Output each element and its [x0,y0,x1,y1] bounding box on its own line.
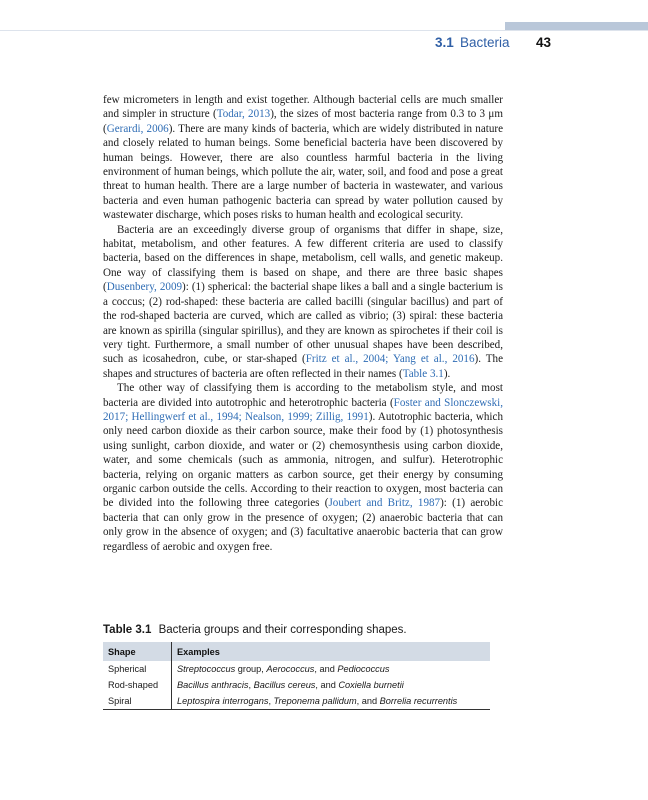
citation-link[interactable]: Fritz et al., 2004; Yang et al., 2016 [305,353,475,366]
section-title: Bacteria [460,35,510,50]
text-run: ): (1) spherical: the bacterial shape likes a ball and a single bacterium is a coccus; (2) rod-shaped: these bacteria are called bacilli (singular bacillus) and part of the rod-shaped bacteria are curved, which are called as vibrio; (3) spiral: these bacteria are known as spirilla (singular spirillus), and they are known as spirochetes if their coil is very tight. Furthermore, a small number of other unusual shapes have been described, such as icosahedron, cube, or star-shaped ( [103,281,504,366]
examples-cell [172,693,491,710]
paragraph-1 [103,93,503,223]
paragraph-2 [103,223,503,381]
text-run: , and [315,680,339,690]
citation-link[interactable]: Foster and Slonczewski, 2017; Hellingwerf et al., 1994; Nealson, 1999; Zillig, 1991 [103,396,504,423]
shape-cell: Spiral [103,693,172,710]
shape-cell: Rod-shaped [103,677,172,693]
text-run: ), the sizes of most bacteria range from 0.3 to 3 μm ( [103,108,503,135]
body-text [103,93,503,554]
table-row [103,693,490,710]
table-row [103,677,490,693]
text-run: , and [356,696,380,706]
table-row [103,661,490,677]
bacteria-shapes-table [103,642,490,710]
species-name: Streptococcus [177,664,236,674]
page-number: 43 [536,35,552,50]
citation-link[interactable]: Todar, 2013 [216,108,271,121]
species-name: Treponema pallidum [273,696,357,706]
text-run: group, [235,664,267,674]
text-run: , and [314,664,338,674]
species-name: Leptospira interrogans [177,696,269,706]
species-name: Pediococcus [337,664,390,674]
text-run: few micrometers in length and exist together. Although bacterial cells are much smaller and simpler in structure ( [103,94,503,121]
examples-cell [172,677,491,693]
column-header-shape: Shape [103,642,172,661]
header-accent-bar [505,22,648,30]
section-number: 3.1 [435,35,454,50]
header-rule [0,30,648,31]
table-caption-text: Bacteria groups and their corresponding shapes. [158,624,407,636]
species-name: Bacillus cereus [253,680,316,690]
column-header-examples: Examples [172,642,491,661]
text-run: ): (1) aerobic bacteria that can only grow in the presence of oxygen; (2) anaerobic bacteria that can only grow in the absence of oxygen; and (3) facultative anaerobic bacteria that can grow regardless of aerobic and oxygen free. [103,497,503,553]
citation-link[interactable]: Dusenbery, 2009 [106,281,183,294]
text-run: ). The shapes and structures of bacteria are often reflected in their names ( [103,353,503,380]
citation-link[interactable]: Gerardi, 2006 [106,122,169,135]
examples-cell [172,661,491,677]
table-header-row [103,642,490,661]
text-run: , [268,696,274,706]
shape-cell: Spherical [103,661,172,677]
text-run: ). There are many kinds of bacteria, which are widely distributed in nature and closely related to human beings. Some beneficial bacteria have been discovered by human beings. However, there are also countless harmful bacteria in the living environment of human beings, which pollute the air, water, soil, and food and pose a great threat to human health. There are a large number of bacteria in wastewater, and various bacteria and even human pathogenic bacteria can spread by water pollution caused by wastewater discharge, which poses risks to human health and ecological security. [103,122,504,222]
text-run: , [248,680,254,690]
citation-link[interactable]: Table 3.1 [402,367,444,380]
text-run: The other way of classifying them is according to the metabolism style, and most bacteria are divided into autotrophic and heterotrophic bacteria ( [103,382,503,409]
paragraph-3 [103,381,503,554]
text-run: ). Autotrophic bacteria, which only need carbon dioxide as their carbon source, make their food by (1) photosynthesis using sunlight, carbon dioxide, and water or (2) chemosynthesis using carbon dioxide, water, and some chemicals (such as ammonia, nitrogen, and sulfur). Heterotrophic bacteria, relying on organic matters as carbon source, get their energy by consuming organic carbon outside the cells. According to their reaction to oxygen, most bacteria can be divided into the following three categories ( [103,410,503,510]
species-name: Aerococcus [266,664,315,674]
text-run: ). [443,367,451,380]
table-caption [103,624,503,636]
species-name: Bacillus anthracis [177,680,249,690]
table-label: Table 3.1 [103,624,152,636]
species-name: Borrelia recurrentis [379,696,458,706]
running-head [0,35,648,53]
species-name: Coxiella burnetii [338,680,404,690]
text-run: Bacteria are an exceedingly diverse group of organisms that differ in shape, size, habitat, metabolism, and other features. A few different criteria are used to classify bacteria, based on the differences in shape, metabolism, cell walls, and genetic makeup. One way of classifying them is based on shape, and there are three basic shapes ( [103,223,503,294]
citation-link[interactable]: Joubert and Britz, 1987 [328,497,441,510]
